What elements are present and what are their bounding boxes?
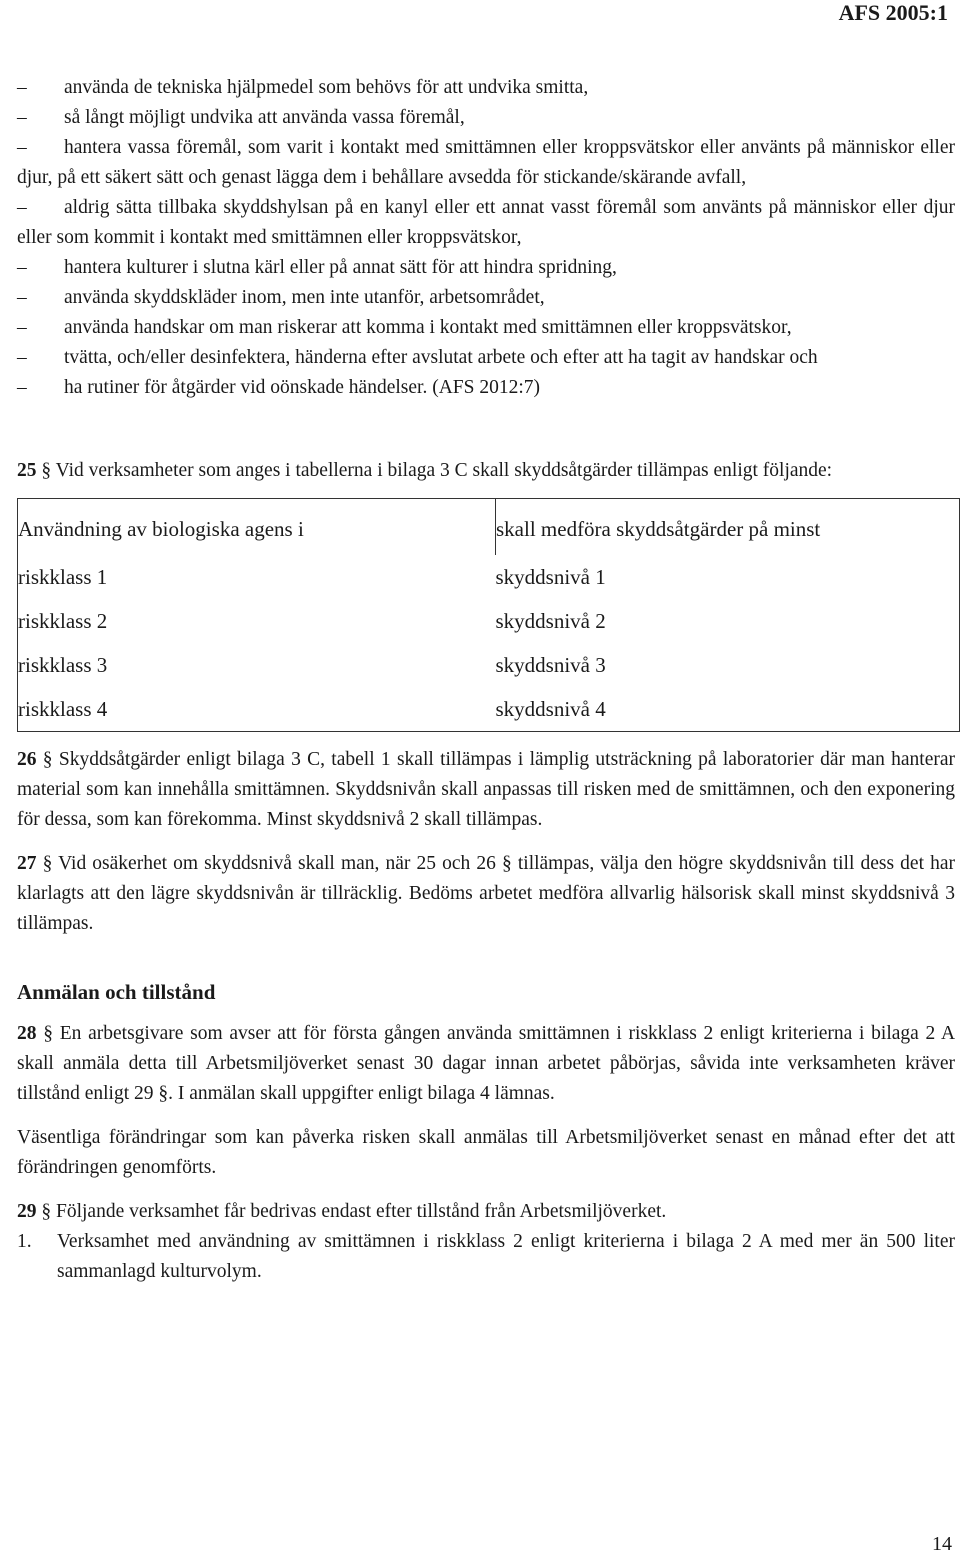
bullet-dash: – [17,347,27,368]
bullet-dash: – [17,317,27,338]
bullet-dash: – [17,287,27,308]
bullet-dash: – [17,197,27,218]
section-27 [17,849,955,939]
bullet-text: så långt möjligt undvika att använda vassa föremål, [64,107,465,128]
bullet-text: använda skyddskläder inom, men inte utanför, arbetsområdet, [64,287,545,308]
section-text: Vid osäkerhet om skyddsnivå skall man, när 25 och 26 [58,853,496,874]
page-number: 14 [932,1533,952,1555]
bullet-text: ha rutiner för åtgärder vid oönskade händelser. [64,377,428,398]
table-row [18,555,960,599]
bullet-item [17,313,955,343]
bullet-dash: – [17,137,27,158]
paragraph: Väsentliga förändringar som kan påverka risken skall anmälas till Arbetsmiljöverket senast en månad efter det att förändringen genomförts. [17,1127,955,1178]
section-number: 28 [17,1023,37,1044]
bullet-dash: – [17,377,27,398]
section-number: 25 [17,460,37,481]
table-cell: skyddsnivå 3 [496,643,960,687]
section-26 [17,745,955,835]
bullet-item [17,193,955,253]
section-28 [17,1019,955,1109]
bullet-text: hantera vassa föremål, som varit i kontakt med smittämnen eller kroppsvätskor eller använts på människor eller djur, på ett säkert sätt och genast lägga dem i behållare avsedda för stickande/skärande avfall, [17,137,955,188]
amendment-reference: (AFS 2012:7) [432,377,541,398]
bullet-item [17,373,955,403]
table-row [18,599,960,643]
table-cell: skyddsnivå 1 [496,555,960,599]
bullet-dash: – [17,257,27,278]
bullet-dash: – [17,77,27,98]
section-29 [17,1197,955,1227]
bullet-item [17,133,955,193]
section-sign: § [42,749,53,770]
bullet-item [17,253,955,283]
table-cell: skyddsnivå 2 [496,599,960,643]
section-text: Skyddsåtgärder enligt bilaga 3 C, tabell 1 skall tillämpas i lämplig utsträckning på laboratorier där man hanterar material som kan innehålla smittämnen. Skyddsnivån skall anpassas till risken med de smittämnen, och den exponering för dessa, som kan förekomma. Minst skyddsnivå 2 skall tillämpas. [17,749,955,830]
section-sign: § [502,853,512,874]
table-row [18,687,960,732]
list-number: 1. [17,1231,32,1252]
section-sign: § [41,1201,52,1222]
section-text: tillämpas, välja den högre skyddsnivån till dess det har klarlagts att den lägre skyddsnivån är tillräcklig. Bedöms arbetet medföra allvarlig hälsorisk skall minst skyddsnivå 3 tillämpas. [17,853,956,934]
table-header-cell: Användning av biologiska agens i [18,499,496,556]
table-cell: riskklass 2 [18,599,496,643]
document-id: AFS 2005:1 [838,0,948,25]
section-number: 27 [17,853,37,874]
protection-level-table [17,498,960,732]
section-text: En arbetsgivare som avser att för första gången använda smittämnen i riskklass 2 enligt kriterierna i bilaga 2 A skall anmäla detta till Arbetsmiljöverket senast 30 dagar innan arbetet påbörjas, såvida inte verksamheten kräver tillstånd enligt 29 [17,1023,956,1104]
table-header-row [18,499,960,556]
bullet-text: hantera kulturer i slutna kärl eller på annat sätt för att hindra spridning, [64,257,617,278]
section-sign: § [41,460,52,481]
table-header-cell: skall medföra skyddsåtgärder på minst [496,499,960,556]
bullet-dash: – [17,107,27,128]
bullet-text: använda de tekniska hjälpmedel som behövs för att undvika smitta, [64,77,589,98]
page-body [17,73,955,1287]
numbered-list-item [17,1227,955,1287]
section-text: . I anmälan skall uppgifter enligt bilaga 4 lämnas. [168,1083,555,1104]
bullet-item [17,73,955,103]
section-sign: § [158,1083,169,1104]
section-sign: § [43,1023,53,1044]
table-cell: skyddsnivå 4 [496,687,960,732]
bullet-text: tvätta, och/eller desinfektera, händerna efter avslutat arbete och efter att ha tagit av handskar och [64,347,818,368]
table-cell: riskklass 3 [18,643,496,687]
section-number: 26 [17,749,37,770]
table-cell: riskklass 1 [18,555,496,599]
section-sign: § [42,853,53,874]
bullet-item [17,343,955,373]
table-row [18,643,960,687]
section-text: Vid verksamheter som anges i tabellerna i bilaga 3 C skall skyddsåtgärder tillämpas enligt följande: [55,460,833,481]
table-cell: riskklass 4 [18,687,496,732]
bullet-text: aldrig sätta tillbaka skyddshylsan på en kanyl eller ett annat vasst föremål som använts på människor eller djur eller som kommit i kontakt med smittämnen eller kroppsvätskor, [17,197,955,248]
section-heading: Anmälan och tillstånd [17,980,216,1004]
bullet-text: använda handskar om man riskerar att komma i kontakt med smittämnen eller kroppsvätskor, [64,317,792,338]
section-text: Följande verksamhet får bedrivas endast efter tillstånd från Arbetsmiljöverket. [56,1201,667,1222]
bullet-item [17,283,955,313]
section-25 [17,456,955,486]
list-text: Verksamhet med användning av smittämnen i riskklass 2 enligt kriterierna i bilaga 2 A med mer än 500 liter sammanlagd kulturvolym. [57,1231,955,1282]
section-number: 29 [17,1201,37,1222]
bullet-item [17,103,955,133]
